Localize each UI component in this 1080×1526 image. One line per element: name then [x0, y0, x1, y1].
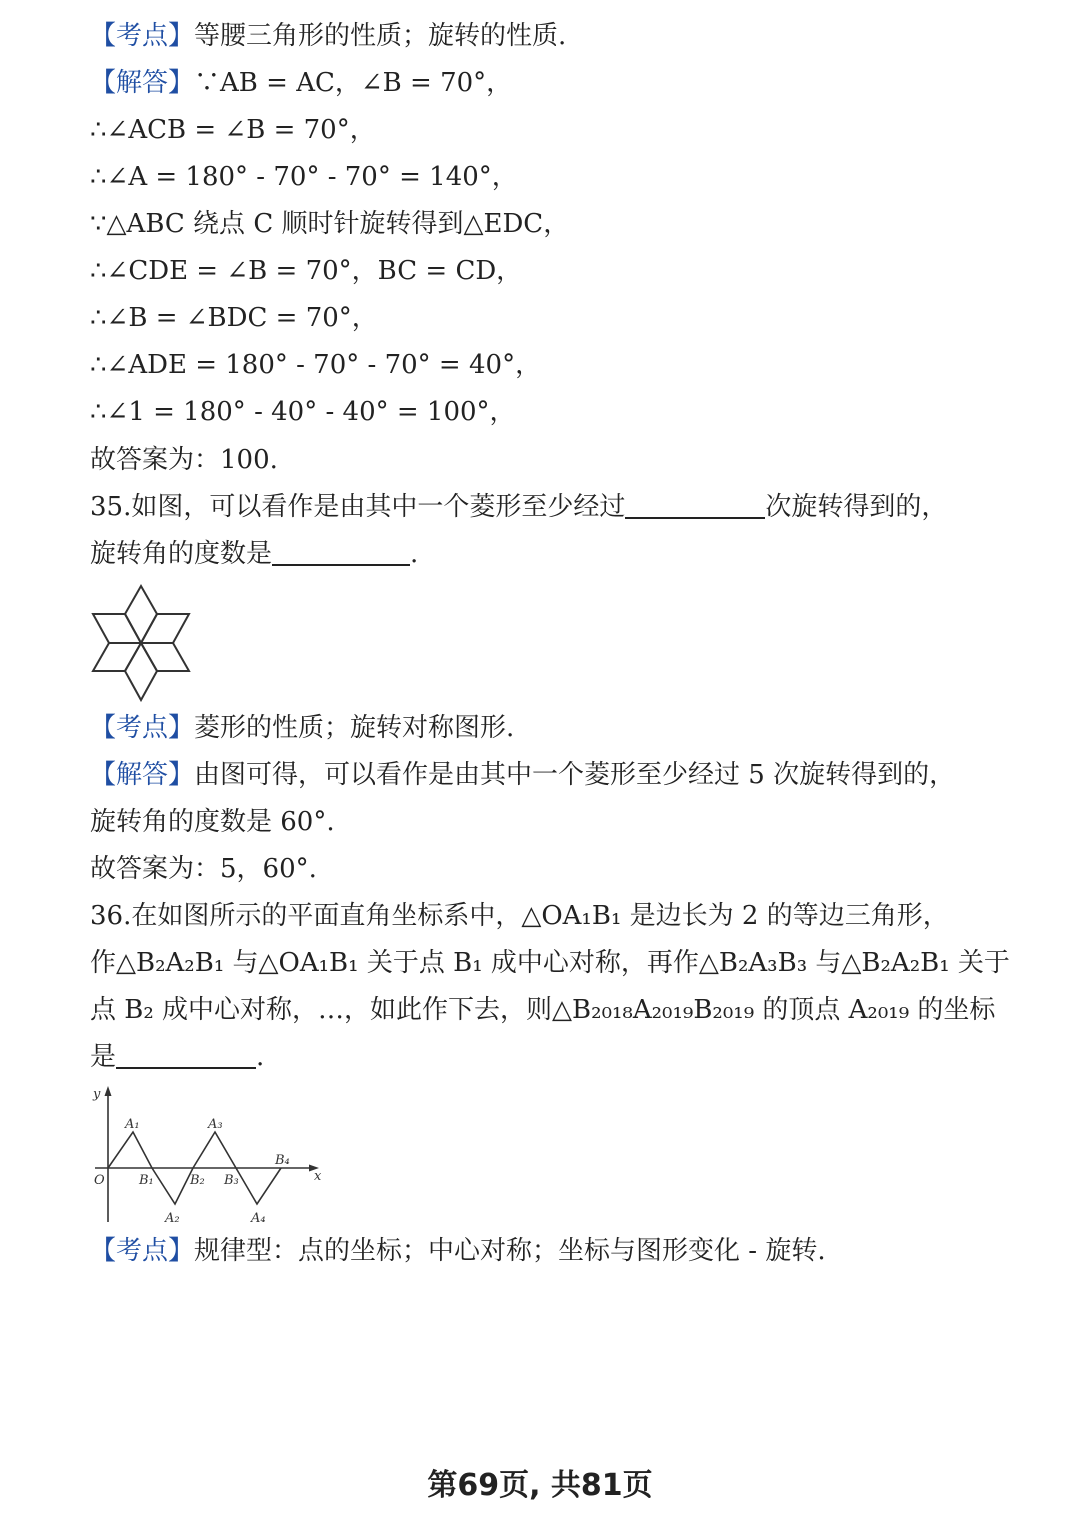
- question-text: .: [256, 1042, 265, 1072]
- solution-line: [90, 63, 1020, 103]
- question-36-line-4: [90, 1037, 1020, 1077]
- question-35-line-1: [90, 487, 1020, 527]
- knowledge-point-line: [90, 1231, 1020, 1271]
- line-text: 菱形的性质；旋转对称图形.: [194, 713, 515, 743]
- rhombus-shape: [141, 614, 189, 643]
- question-text: 是: [90, 1042, 117, 1072]
- answer-line: [90, 440, 1020, 480]
- x-axis-label: x: [314, 1169, 322, 1184]
- rhombus-shape: [125, 643, 157, 700]
- point-label-a1: A₁: [125, 1117, 140, 1132]
- line-text: ∴∠1 = 180° - 40° - 40° = 100°，: [90, 397, 516, 427]
- rhombus-shape: [93, 643, 141, 671]
- point-label-b3: B₃: [224, 1173, 239, 1188]
- line-text: ∴∠A = 180° - 70° - 70° = 140°，: [90, 162, 518, 192]
- rhombus-star-figure: [88, 583, 194, 703]
- rhombus-shape: [93, 614, 141, 643]
- rhombus-shape: [125, 586, 157, 643]
- line-text: 由图可得，可以看作是由其中一个菱形至少经过 5 次旋转得到的，: [194, 760, 956, 790]
- solution-line: [90, 755, 1020, 795]
- knowledge-point-line: [90, 16, 1020, 56]
- question-text: 作△B₂A₂B₁ 与△OA₁B₁ 关于点 B₁ 成中心对称，再作△B₂A₃B₃ 与△B₂A₂B₁ 关于: [90, 948, 1010, 978]
- answer-line: [90, 849, 1020, 889]
- point-label-a3: A₃: [208, 1117, 223, 1132]
- question-text: 35.如图，可以看作是由其中一个菱形至少经过: [90, 492, 626, 522]
- y-axis-arrow-icon: [105, 1086, 112, 1096]
- line-text: 旋转角的度数是 60°.: [90, 807, 335, 837]
- line-text: 故答案为：100.: [90, 445, 278, 475]
- tag-label: 【考点】: [90, 1236, 195, 1266]
- solution-line: [90, 392, 1020, 432]
- line-text: 等腰三角形的性质；旋转的性质.: [194, 21, 567, 51]
- answer-blank: [116, 1037, 256, 1069]
- line-text: ∴∠ACB = ∠B = 70°，: [90, 115, 376, 145]
- solution-line: [90, 802, 1020, 842]
- point-label-b4: B₄: [275, 1153, 290, 1168]
- tag-label: 【考点】: [90, 21, 195, 51]
- question-36-line-1: [90, 896, 1020, 936]
- y-axis-label: y: [93, 1087, 101, 1102]
- page-number-footer: 第69页, 共81页: [427, 1468, 653, 1503]
- origin-label: O: [94, 1173, 105, 1188]
- question-text: 次旋转得到的，: [765, 492, 948, 522]
- line-text: ∵△ABC 绕点 C 顺时针旋转得到△EDC，: [90, 209, 570, 239]
- line-text: ∴∠ADE = 180° - 70° - 70° = 40°，: [90, 350, 542, 380]
- solution-line: [90, 110, 1020, 150]
- line-text: ∴∠CDE = ∠B = 70°，BC = CD，: [90, 256, 523, 286]
- line-text: ∵AB = AC，∠B = 70°，: [194, 68, 513, 98]
- knowledge-point-line: [90, 708, 1020, 748]
- point-label-a4: A₄: [251, 1211, 266, 1226]
- point-label-b1: B₁: [139, 1173, 154, 1188]
- question-36-line-2: [90, 943, 1020, 983]
- coordinate-zigzag-figure: [85, 1082, 330, 1228]
- question-36-line-3: [90, 990, 1020, 1030]
- solution-line: [90, 204, 1020, 244]
- question-35-line-2: [90, 534, 1020, 574]
- point-label-b2: B₂: [190, 1173, 205, 1188]
- solution-line: [90, 298, 1020, 338]
- solution-line: [90, 157, 1020, 197]
- tag-label: 【解答】: [90, 68, 195, 98]
- question-text: .: [410, 539, 419, 569]
- solution-line: [90, 345, 1020, 385]
- line-text: 规律型：点的坐标；中心对称；坐标与图形变化 - 旋转.: [194, 1236, 826, 1266]
- line-text: 故答案为：5，60°.: [90, 854, 317, 884]
- solution-line: [90, 251, 1020, 291]
- question-text: 点 B₂ 成中心对称，…，如此作下去，则△B₂₀₁₈A₂₀₁₉B₂₀₁₉ 的顶点 A₂₀₁₉ 的坐标: [90, 995, 996, 1025]
- tag-label: 【考点】: [90, 713, 195, 743]
- line-text: ∴∠B = ∠BDC = 70°，: [90, 303, 378, 333]
- question-text: 36.在如图所示的平面直角坐标系中，△OA₁B₁ 是边长为 2 的等边三角形，: [90, 901, 949, 931]
- answer-blank: [625, 487, 765, 519]
- point-label-a2: A₂: [165, 1211, 180, 1226]
- question-text: 旋转角的度数是: [90, 539, 273, 569]
- tag-label: 【解答】: [90, 760, 195, 790]
- answer-blank: [272, 534, 410, 566]
